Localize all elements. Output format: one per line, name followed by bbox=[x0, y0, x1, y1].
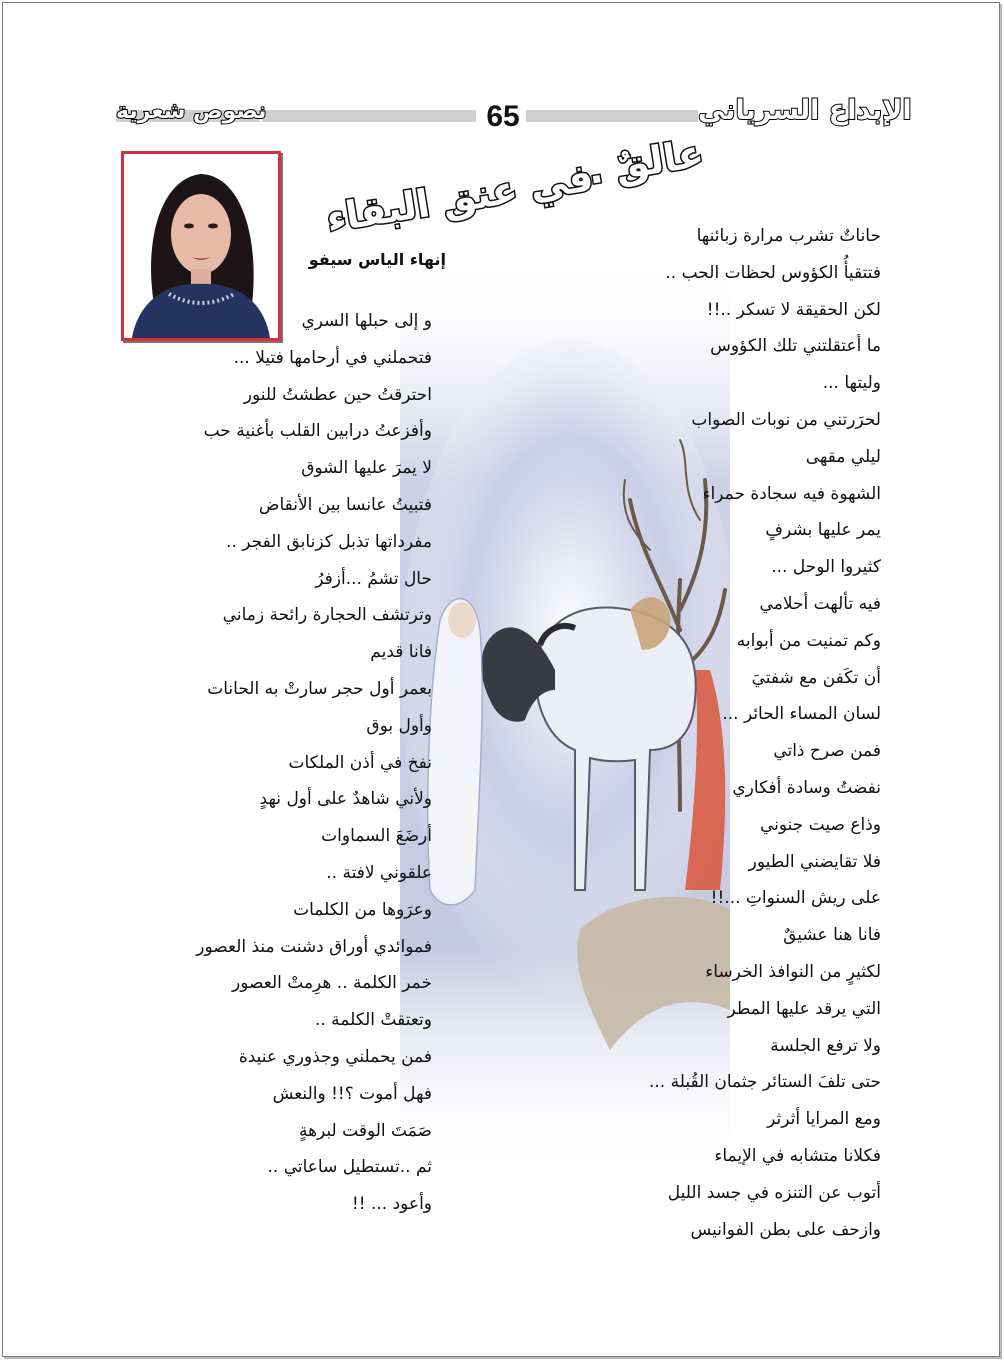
poem-line: ولأني شاهدٌ على أول نهدٍ bbox=[259, 789, 432, 810]
poem-line: ثم ..تستطيل ساعاتي .. bbox=[267, 1157, 432, 1178]
poem-line: بعمر أول حجر سارتْ به الحانات bbox=[207, 678, 432, 699]
poem-line: وأعود ... !! bbox=[351, 1194, 432, 1215]
poem-line: ليلي مقهى bbox=[805, 446, 881, 467]
poem-line: احترقتُ حين عطشتُ للنور bbox=[243, 384, 432, 405]
author-name: إنهاء الياس سيفو bbox=[308, 250, 446, 269]
poem-line: وأول بوق bbox=[366, 715, 432, 736]
poem-line: لكن الحقيقة لا تسكر ..!! bbox=[706, 299, 881, 320]
poem-line: و إلى حبلها السري bbox=[301, 311, 432, 331]
poem-line: فكلانا متشابه في الإيماء bbox=[714, 1145, 881, 1166]
poem-line: وذاع صيت جنوني bbox=[759, 814, 881, 835]
poem-line: وكم تمنيت من أبوابه bbox=[736, 630, 881, 651]
poem-line: نفخ في أذن الملكات bbox=[288, 752, 432, 773]
poem-line: فلا تقايضني الطيور bbox=[748, 851, 881, 872]
poem-line: فتتقيأُ الكؤوس لحظات الحب .. bbox=[665, 262, 881, 283]
poem-line: ما أعتقلتني تلك الكؤوس bbox=[710, 336, 881, 357]
header-bar-center-right bbox=[526, 110, 698, 122]
poem-line: فمن صرح ذاتي bbox=[773, 741, 881, 762]
poem-line: صَمَتَ الوقت لبرهةٍ bbox=[298, 1120, 432, 1141]
poem-line: فتحملني في أرحامها فتيلا ... bbox=[233, 347, 432, 368]
poem-line: وليتها ... bbox=[822, 373, 881, 394]
poem-line: فانا هنا عشيقٌ bbox=[783, 925, 881, 946]
section-label: نصوص شعرية bbox=[116, 99, 267, 124]
poem-line: وأفزعتُ درابين القلب بأغنية حب bbox=[203, 421, 432, 442]
poem-line: أن تكَفن مع شفتيَ bbox=[751, 667, 881, 688]
poem-line: لسان المساء الحائر ... bbox=[722, 704, 881, 725]
poem-line: كثيروا الوحل ... bbox=[771, 557, 881, 578]
poem-line: الشهوة فيه سجادة حمراء bbox=[702, 483, 881, 504]
poem-line: نفضتُ وسادة أفكاري bbox=[732, 777, 881, 798]
poem-line: حال تشمُ ...أزفرُ bbox=[315, 568, 432, 589]
title-part-1: عالقٌ .. bbox=[570, 131, 707, 195]
poem-line: وعرَوها من الكلمات bbox=[293, 899, 432, 920]
poem-line: حتى تلفَ الستائر جثمان القُبلة ... bbox=[649, 1072, 881, 1093]
poem-line: فانا قديم bbox=[370, 642, 432, 663]
poem-line: فتبيتُ عانسا بين الأنقاض bbox=[258, 494, 432, 515]
poem-line: ومع المرايا أثرثر bbox=[767, 1109, 881, 1130]
poem-line: التي يرقد عليها المطر bbox=[727, 998, 881, 1019]
page-number: 65 bbox=[486, 100, 520, 133]
poem-line: أرضَعَ السماوات bbox=[321, 826, 432, 847]
poem-line: وترتشف الحجارة رائحة زماني bbox=[222, 605, 432, 626]
poem-line: ولا ترفع الجلسة bbox=[770, 1035, 881, 1056]
poem-line: وتعتقتْ الكلمة .. bbox=[314, 1010, 432, 1031]
poem-line: علقوني لافتة .. bbox=[326, 862, 432, 883]
poem-line: فهل أموت ؟!! والنعش bbox=[272, 1083, 432, 1104]
poem-line: أتوب عن التنزه في جسد الليل bbox=[667, 1182, 881, 1203]
poem-line: لحرَرتني من نوبات الصواب bbox=[691, 409, 881, 430]
poem-right-column bbox=[501, 226, 881, 1256]
poem-line: يمر عليها بشرفٍ bbox=[765, 520, 881, 541]
poem-line: وازحف على بطن الفوانيس bbox=[690, 1219, 881, 1240]
title-part-2: في عنق البقاء bbox=[323, 155, 597, 241]
poem-line: لكثيرٍ من النوافذ الخرساء bbox=[705, 961, 881, 982]
poem-line: فيه تألهت أحلامي bbox=[759, 593, 881, 614]
poem-line: لا يمرَ عليها الشوق bbox=[301, 458, 432, 479]
poem-left-column bbox=[132, 311, 432, 1231]
poem-line: فمن يحملني وجذوري عنيدة bbox=[238, 1046, 432, 1067]
poem-line: خمر الكلمة .. هرِمتْ العصور bbox=[232, 973, 432, 994]
magazine-name: الإبداع السرياني bbox=[698, 95, 912, 126]
header-bar-center-left bbox=[262, 110, 476, 122]
poem-line: مفرداتها تذبل كزنابق الفجر .. bbox=[226, 531, 432, 552]
poem-line: فموائدي أوراق دشنت منذ العصور bbox=[196, 936, 432, 957]
poem-line: حاناتٌ تشرب مرارة زبائنها bbox=[696, 226, 881, 246]
poem-line: على ريش السنواتِ ...!! bbox=[710, 888, 881, 909]
